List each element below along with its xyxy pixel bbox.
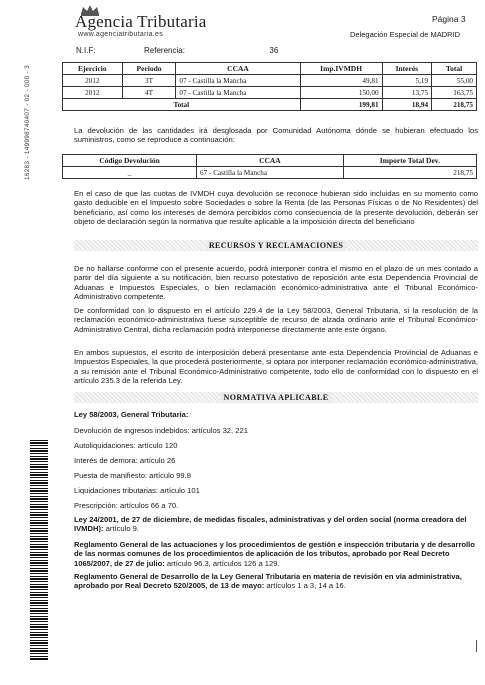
section-recursos [74, 240, 478, 251]
table-cell: 2012 [63, 87, 123, 99]
law-item: Liquidaciones tributarias: artículo 101 [74, 486, 200, 495]
table-cell: 150,00 [300, 87, 382, 99]
table-cell: _ [63, 167, 197, 179]
col-interes: Interés [382, 63, 431, 75]
margin-mark [476, 640, 477, 652]
table-row [63, 87, 477, 99]
table-total-row [63, 99, 477, 111]
section-normativa [74, 392, 478, 403]
law-rd-1065: Reglamento General de las actuaciones y los procedimientos de gestión e inspección tributaria y de desarrollo de las normas comunes de los procedimientos de aplicación de los tributos, aprobado por Real Decreto 1065/2007, de 27 de julio: artículo 96.3, artículos 126 a 129. [74, 540, 475, 568]
refund-table [62, 62, 477, 111]
col-codigo-devolucion: Código Devolución [63, 155, 197, 167]
nif-reference-line [76, 46, 278, 55]
table-cell: 2012 [63, 75, 123, 87]
table-cell: 218,75 [343, 167, 476, 179]
barcode-icon [30, 440, 48, 660]
agency-url: www.agenciatributaria.es [78, 31, 164, 38]
reference-tail: 36 [269, 46, 279, 55]
law-24-2001: Ley 24/2001, de 27 de diciembre, de medidas fiscales, administrativas y del orden social (norma creadora del IVMDH): artículo 9. [74, 515, 467, 534]
table-cell: 49,81 [300, 75, 382, 87]
side-document-code: 16283 - 149998740407 - 02 - 000 - 3 [24, 65, 31, 180]
table-cell: 55,00 [432, 75, 477, 87]
section-title: NORMATIVA APLICABLE [221, 392, 332, 403]
law-item: Puesta de manifiesto: artículo 99.8 [74, 471, 191, 480]
paragraph-supuestos: En ambos supuestos, el escrito de interposición deberá presentarse ante esta Dependencia Provincial de Aduanas e Impuestos Especiales, la que procederá posteriormente, si optara por interponer reclamación económico-administrativa, a su remisión ante el Tribunal Económico-Administrativo competente, todo ello de conformidad con lo dispuesto en el artículo 235.3 de la referida Ley. [74, 348, 478, 386]
ccaa-table [62, 154, 477, 179]
table-header-row [63, 155, 477, 167]
total-interes: 18,94 [382, 99, 431, 111]
table-cell: 5,19 [382, 75, 431, 87]
section-title: RECURSOS Y RECLAMACIONES [206, 240, 346, 251]
table-cell: 67 - Castilla la Mancha [197, 167, 344, 179]
law-title: Ley 58/2003, General Tributaria: [74, 410, 189, 419]
col-ejercicio: Ejercicio [63, 63, 123, 75]
paragraph-irpf: En el caso de que las cuotas de IVMDH cuya devolución se reconoce hubieran sido incluidas en su momento como gasto deducible en el Impuesto sobre Sociedades o sobre la Renta (de las Personas Físicas o de No Residentes) del beneficiario, así como los intereses de demora percibidos como consecuencia de la presente devolución, deberán ser objeto de declaración según la normativa que resulte aplicable a la imposición directa del beneficiario [74, 189, 478, 227]
law-item: Devolución de ingresos indebidos: artículos 32, 221 [74, 426, 248, 435]
col-ccaa: CCAA [197, 155, 344, 167]
agency-logo-text: Agencia Tributaria [75, 12, 207, 31]
table-cell: 3T [122, 75, 176, 87]
table-cell: 07 - Castilla la Mancha [176, 75, 300, 87]
table-cell: 4T [122, 87, 176, 99]
col-importe-total: Importe Total Dev. [343, 155, 476, 167]
col-imp-ivmdh: Imp.IVMDH [300, 63, 382, 75]
col-periodo: Periodo [122, 63, 176, 75]
law-item: Autoliquidaciones: artículo 120 [74, 441, 178, 450]
total-label: Total [63, 99, 301, 111]
table-row [63, 75, 477, 87]
reference-label: Referencia: [144, 46, 185, 55]
law-rd-520: Reglamento General de Desarrollo de la Ley General Tributaria en materia de revisión en vía administrativa, aprobado por Real Decreto 520/2005, de 13 de mayo: artículos 1 a 3, 14 a 16. [74, 572, 462, 591]
table-row [63, 167, 477, 179]
total-imp: 199,81 [300, 99, 382, 111]
col-total: Total [432, 63, 477, 75]
law-item: Interés de demora: artículo 26 [74, 456, 176, 465]
table-cell: 07 - Castilla la Mancha [176, 87, 300, 99]
paragraph-recurso: De no hallarse conforme con el presente acuerdo, podrá interponer contra el mismo en el plazo de un mes contado a partir del día siguiente a su notificación, bien recurso potestativo de reposición ante esta Dependencia Provincial de Aduanas e Impuestos Especiales, o bien reclamación económico-administrativa ante el Tribunal Económico-Administrativo competente. [74, 264, 478, 302]
law-item: Prescripción: artículos 66 a 70. [74, 501, 179, 510]
page-number: Página 3 [432, 14, 466, 24]
nif-label: N.I.F: [76, 46, 96, 55]
delegation-name: Delegación Especial de MADRID [350, 30, 461, 39]
total-total: 218,75 [432, 99, 477, 111]
paragraph-desglose: La devolución de las cantidades irá desglosada por Comunidad Autónoma dónde se hubieran efectuado los suministros, como se reproduce a continuación: [74, 126, 478, 145]
col-ccaa: CCAA [176, 63, 300, 75]
table-header-row [63, 63, 477, 75]
table-cell: 13,75 [382, 87, 431, 99]
paragraph-conformidad: De conformidad con lo dispuesto en el artículo 229.4 de la Ley 58/2003, General Tributaria, si la resolución de la reclamación económico-administrativa fuese susceptible de recurso de alzada ordinario ante el Tribunal Económico-Administrativo Central, dicha reclamación podrá interponerse directamente ante este órgano. [74, 306, 478, 334]
table-cell: 163,75 [432, 87, 477, 99]
